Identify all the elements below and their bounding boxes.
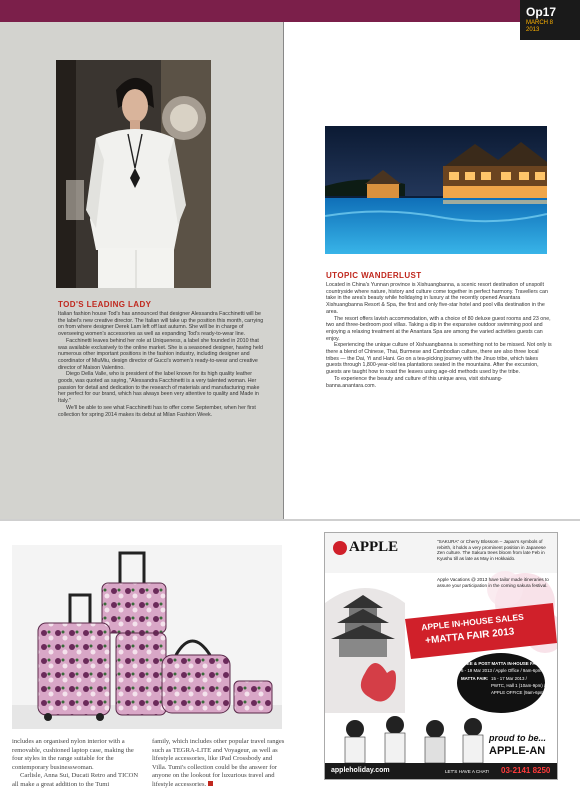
page-number-tab (520, 0, 580, 40)
page-number: Op17 (526, 5, 557, 19)
ad-matta-label: MATTA FAIR: (461, 676, 489, 681)
apple-vacations-ad (324, 532, 558, 780)
top-color-bar (0, 0, 520, 22)
issue-month: MARCH 8 (526, 20, 554, 26)
paragraph (152, 738, 286, 790)
ad-vacation-text: Apple Vacations @ 2013 have tailor made itineraries to assure your participation in the coming sakura festival. (437, 577, 549, 588)
ad-matta-line1: 15 - 17 Mar 2013 / (491, 676, 527, 681)
resort-photo (325, 126, 547, 254)
ad-fair-line1: 6 - 19 Mar 2013 / Apple Office / 9am-6pm (461, 668, 542, 673)
bottom-text-column-2 (152, 738, 286, 790)
ad-sakura-text: "SAKURA" or Cherry Blossom – Japan's symbols of rebirth, it holds a very prominent position in Japanese Zen culture. The Sakura trees bloom from late Feb in Kyushu till as late as May in Hokkaido. (437, 539, 546, 561)
bottom-text-column-1 (12, 738, 142, 790)
ad-fair-heading: FREE & POST MATTA IN-HOUSE FAIR: (461, 661, 542, 666)
article-title-wanderlust: UTOPIC WANDERLUST (326, 271, 422, 280)
column-divider (283, 22, 284, 519)
end-mark-icon (208, 781, 213, 786)
article-body-wanderlust (326, 282, 552, 389)
article-body-tods (58, 311, 268, 418)
article-title-tods: TOD'S LEADING LADY (58, 300, 152, 309)
ad-apple-an-text: APPLE-AN (489, 745, 546, 757)
paragraph: To experience the beauty and culture of this unique area, visit xishuang-banna.anantara.com. (326, 375, 503, 389)
ad-brand: APPLE (349, 539, 399, 555)
paragraph: Carlisle, Anna Sui, Ducati Retro and TICON all make a great addition to the Tumi (12, 772, 139, 788)
ad-sales-line1: APPLE IN-HOUSE SALES (420, 611, 525, 633)
paragraph: Located in China's Yunnan province is Xishuangbanna, a scenic resort destination of unspoilt countryside where nature, history and culture come together in perfect harmony. Travellers can take in the area's beauty while holidaying in luxury at the recently opened Anantara Xishuangbanna Resort & Spa, the first and only five-star hotel and pool villa destination in the area. (326, 282, 548, 315)
paragraph: The resort offers lavish accommodation, with a choice of 80 deluxe guest rooms and 23 one, two and three-bedroom pool villas. Taking a dip in the expansive outdoor swimming pool and enjoying a relaxing treatment at the Anantara Spa are among the varied activities guests can enjoy. (326, 315, 551, 342)
ad-phone: 03-2141 8250 (501, 766, 551, 775)
paragraph: Experiencing the unique culture of Xishuangbanna is something not to be missed. Not only is there a blend of Chinese, Thai, Burmese and Cambodian culture, there are also three local tribes — the Dai, Yi and Hani. Go on a tea-picking journey with the Jinuo tribe, which takes guests through 1,800-year-old tea plantations seated in the mountains. After the excursion, guests are taught how to roast the leaves using age-old methods used by the tribe. (326, 342, 552, 376)
ad-website: appleholiday.com (331, 767, 390, 774)
apple-logo-icon (333, 541, 347, 555)
paragraph-text: family, which includes other popular travel ranges such as TEGRA-LITE and Voyageur, as well as lifestyle accessories, like iPad Crossbody and Villa. Tumi's collection could be the answer for anyone on the lookout for luxurious travel and lifestyle accessories. (152, 738, 285, 788)
paragraph: Diego Della Valle, who is president of the label known for its high quality leather goods, was quoted as saying, "Alessandra Facchinetti is a very talented woman. Her passion for detail and dedication to the research of materials and manufacturing make her perfect for our brand, which has always been very attentive to quality and Made in Italy." (58, 371, 260, 405)
issue-year: 2013 (526, 27, 540, 33)
paragraph: Facchinetti leaves behind her role at Uniqueness, a label she founded in 2010 that was available exclusively to the online market. She is a seasoned designer, having held numerous other important positions in the fashion industry, including designer and coordinator of MiuMiu, design director of Gucci's women's ready-to-wear and creative director of Maison Valentino. (58, 337, 263, 371)
luggage-photo (12, 545, 282, 729)
paragraph: includes an organised nylon interior with a removable, cushioned laptop case, making the four styles in the range suitable for the contemporary businesswoman. (12, 738, 134, 771)
ad-matta-line3: APPLE OFFICE (9am-6pm) (491, 690, 546, 695)
ad-matta-line2: PWTC, Hall 1 (10am-9pm) / (491, 683, 546, 688)
paragraph: We'll be able to see what Facchinetti has to offer come September, when her first collection for spring 2014 makes its debut at Milan Fashion Week. (58, 404, 256, 418)
ad-chat-label: LET'S HAVE A CHAT! (445, 769, 490, 774)
ad-sales-line2: +MATTA FAIR 2013 (424, 626, 515, 647)
paragraph: Italian fashion house Tod's has announced that designer Alessandra Facchinetti will be the label's new creative director. The Italian will take up the position this month, carrying on from where designer Derek Lam left off last autumn. She will be in charge of overseeing women's accessories as well as expanding Tod's ready-to-wear line. (58, 311, 264, 338)
section-divider (0, 519, 580, 521)
designer-photo (56, 60, 211, 288)
ad-proud-text: proud to be... (489, 733, 546, 743)
